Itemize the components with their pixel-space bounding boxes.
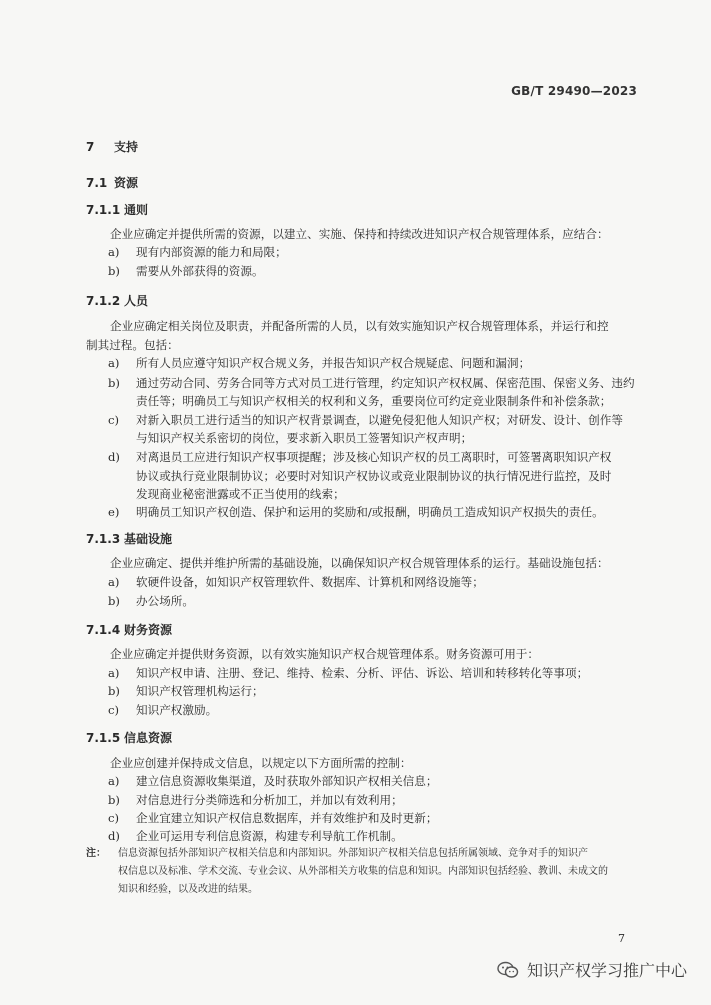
list-text: 建立信息资源收集渠道，及时获取外部知识产权相关信息； bbox=[136, 774, 438, 788]
paragraph: 企业应确定并提供财务资源，以有效实施知识产权合规管理体系。财务资源可用于： bbox=[110, 647, 539, 661]
list-label: a) bbox=[108, 356, 120, 370]
paragraph: 企业应确定、提供并维护所需的基础设施，以确保知识产权合规管理体系的运行。基础设施包括： bbox=[110, 556, 609, 570]
list-label: b) bbox=[108, 793, 120, 807]
paragraph: 企业应确定并提供所需的资源，以建立、实施、保持和持续改进知识产权合规管理体系，应结合： bbox=[110, 227, 609, 241]
wechat-icon bbox=[497, 961, 519, 979]
section-title: 基础设施 bbox=[124, 532, 173, 546]
list-text: 知识产权申请、注册、登记、维持、检索、分析、评估、诉讼、培训和转移转化等事项； bbox=[136, 666, 589, 680]
list-text: 所有人员应遵守知识产权合规义务，并报告知识产权合规疑虑、问题和漏洞； bbox=[136, 356, 531, 370]
list-text: 对离退员工应进行知识产权事项提醒；涉及核心知识产权的员工离职时，可签署离职知识产权 bbox=[136, 450, 612, 464]
list-label: a) bbox=[108, 666, 120, 680]
list-text: 知识产权激励。 bbox=[136, 703, 218, 717]
list-text: 与知识产权关系密切的岗位，要求新入职员工签署知识产权声明； bbox=[136, 431, 473, 445]
note-text: 知识和经验，以及改进的结果。 bbox=[118, 884, 258, 895]
section-number: 7.1.3 bbox=[86, 532, 121, 546]
section-number: 7 bbox=[86, 140, 95, 154]
section-heading-7 bbox=[86, 138, 138, 155]
standard-code: GB/T 29490—2023 bbox=[511, 84, 637, 98]
list-text: 知识产权管理机构运行； bbox=[136, 684, 264, 698]
paragraph: 企业应创建并保持成文信息，以规定以下方面所需的控制： bbox=[110, 756, 412, 770]
list-text: 现有内部资源的能力和局限； bbox=[136, 245, 287, 259]
section-number: 7.1.5 bbox=[86, 731, 121, 745]
list-label: b) bbox=[108, 376, 120, 390]
section-title: 信息资源 bbox=[124, 731, 173, 745]
paragraph-line: 企业应确定相关岗位及职责，并配备所需的人员，以有效实施知识产权合规管理体系，并运行和控 bbox=[110, 319, 609, 333]
section-heading-7-1-2 bbox=[86, 292, 148, 309]
list-label: d) bbox=[108, 450, 120, 464]
list-text: 责任等；明确员工与知识产权相关的权利和义务，重要岗位可约定竞业限制条件和补偿条款； bbox=[136, 394, 612, 408]
note-text: 信息资源包括外部知识产权相关信息和内部知识。外部知识产权相关信息包括所属领域、竞争对手的知识产 bbox=[118, 848, 588, 859]
list-label: d) bbox=[108, 829, 120, 843]
list-label: b) bbox=[108, 684, 120, 698]
list-label: a) bbox=[108, 575, 120, 589]
list-label: a) bbox=[108, 774, 120, 788]
list-text: 需要从外部获得的资源。 bbox=[136, 264, 264, 278]
section-title: 人员 bbox=[124, 294, 149, 308]
watermark-text: 知识产权学习推广中心 bbox=[526, 961, 687, 980]
list-text: 明确员工知识产权创造、保护和运用的奖励和/或报酬，明确员工造成知识产权损失的责任。 bbox=[136, 505, 604, 519]
section-number: 7.1.2 bbox=[86, 294, 121, 308]
list-text: 对信息进行分类筛选和分析加工，并加以有效利用； bbox=[136, 793, 403, 807]
list-text: 办公场所。 bbox=[136, 594, 194, 608]
list-text: 发现商业秘密泄露或不正当使用的线索； bbox=[136, 487, 345, 501]
list-label: c) bbox=[108, 413, 120, 427]
section-title: 支持 bbox=[114, 140, 139, 154]
page-number: 7 bbox=[618, 932, 625, 945]
section-number: 7.1.4 bbox=[86, 623, 121, 637]
section-title: 通则 bbox=[124, 203, 149, 217]
section-heading-7-1-4 bbox=[86, 621, 172, 638]
list-label: e) bbox=[108, 505, 120, 519]
paragraph-line: 制其过程。包括： bbox=[86, 338, 179, 352]
section-heading-7-1-1 bbox=[86, 201, 148, 218]
watermark bbox=[497, 958, 687, 981]
list-text: 协议或执行竞业限制协议；必要时对知识产权协议或竞业限制协议的执行情况进行监控，及时 bbox=[136, 469, 612, 483]
list-text: 企业宜建立知识产权信息数据库，并有效维护和及时更新； bbox=[136, 811, 438, 825]
list-label: a) bbox=[108, 245, 120, 259]
note-label: 注： bbox=[86, 848, 106, 859]
list-label: b) bbox=[108, 264, 120, 278]
section-number: 7.1.1 bbox=[86, 203, 121, 217]
section-title: 财务资源 bbox=[124, 623, 173, 637]
note-text: 权信息以及标准、学术交流、专业会议、从外部相关方收集的信息和知识。内部知识包括经验、教训、未成文的 bbox=[118, 866, 608, 877]
section-number: 7.1 bbox=[86, 176, 108, 190]
list-label: c) bbox=[108, 703, 120, 717]
list-label: c) bbox=[108, 811, 120, 825]
list-text: 软硬件设备，如知识产权管理软件、数据库、计算机和网络设施等； bbox=[136, 575, 484, 589]
list-label: b) bbox=[108, 594, 120, 608]
list-text: 通过劳动合同、劳务合同等方式对员工进行管理，约定知识产权权属、保密范围、保密义务、违约 bbox=[136, 376, 635, 390]
section-heading-7-1-3 bbox=[86, 530, 172, 547]
section-title: 资源 bbox=[114, 176, 139, 190]
section-heading-7-1-5 bbox=[86, 729, 172, 746]
list-text: 对新入职员工进行适当的知识产权背景调查，以避免侵犯他人知识产权；对研发、设计、创作等 bbox=[136, 413, 623, 427]
section-heading-7-1 bbox=[86, 174, 138, 191]
list-text: 企业可运用专利信息资源，构建专利导航工作机制。 bbox=[136, 829, 403, 843]
